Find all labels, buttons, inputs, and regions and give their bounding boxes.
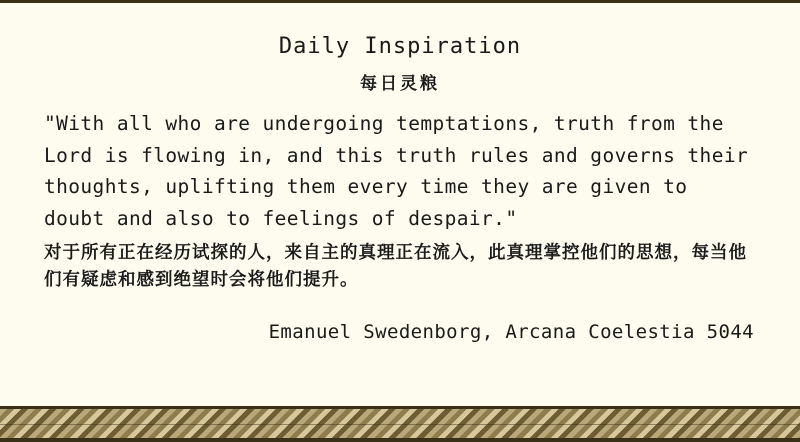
decorative-bottom-border xyxy=(0,406,800,442)
page-title: Daily Inspiration xyxy=(278,34,522,59)
page-title-chinese: 每日灵粮 xyxy=(360,74,440,94)
quote-text-chinese: 对于所有正在经历试探的人，来自主的真理正在流入，此真理掌控他们的思想，每当他们有疑虑和感到绝望时会将他们提升。 xyxy=(44,243,747,291)
quote-text-english: "With all who are undergoing temptations, truth from the Lord is flowing in, and this truth rules and governs their thoughts, uplifting them every time they are given to doubt and also to feelings of despair." xyxy=(44,112,761,230)
quote-attribution: Emanuel Swedenborg, Arcana Coelestia 5044 xyxy=(268,320,754,343)
